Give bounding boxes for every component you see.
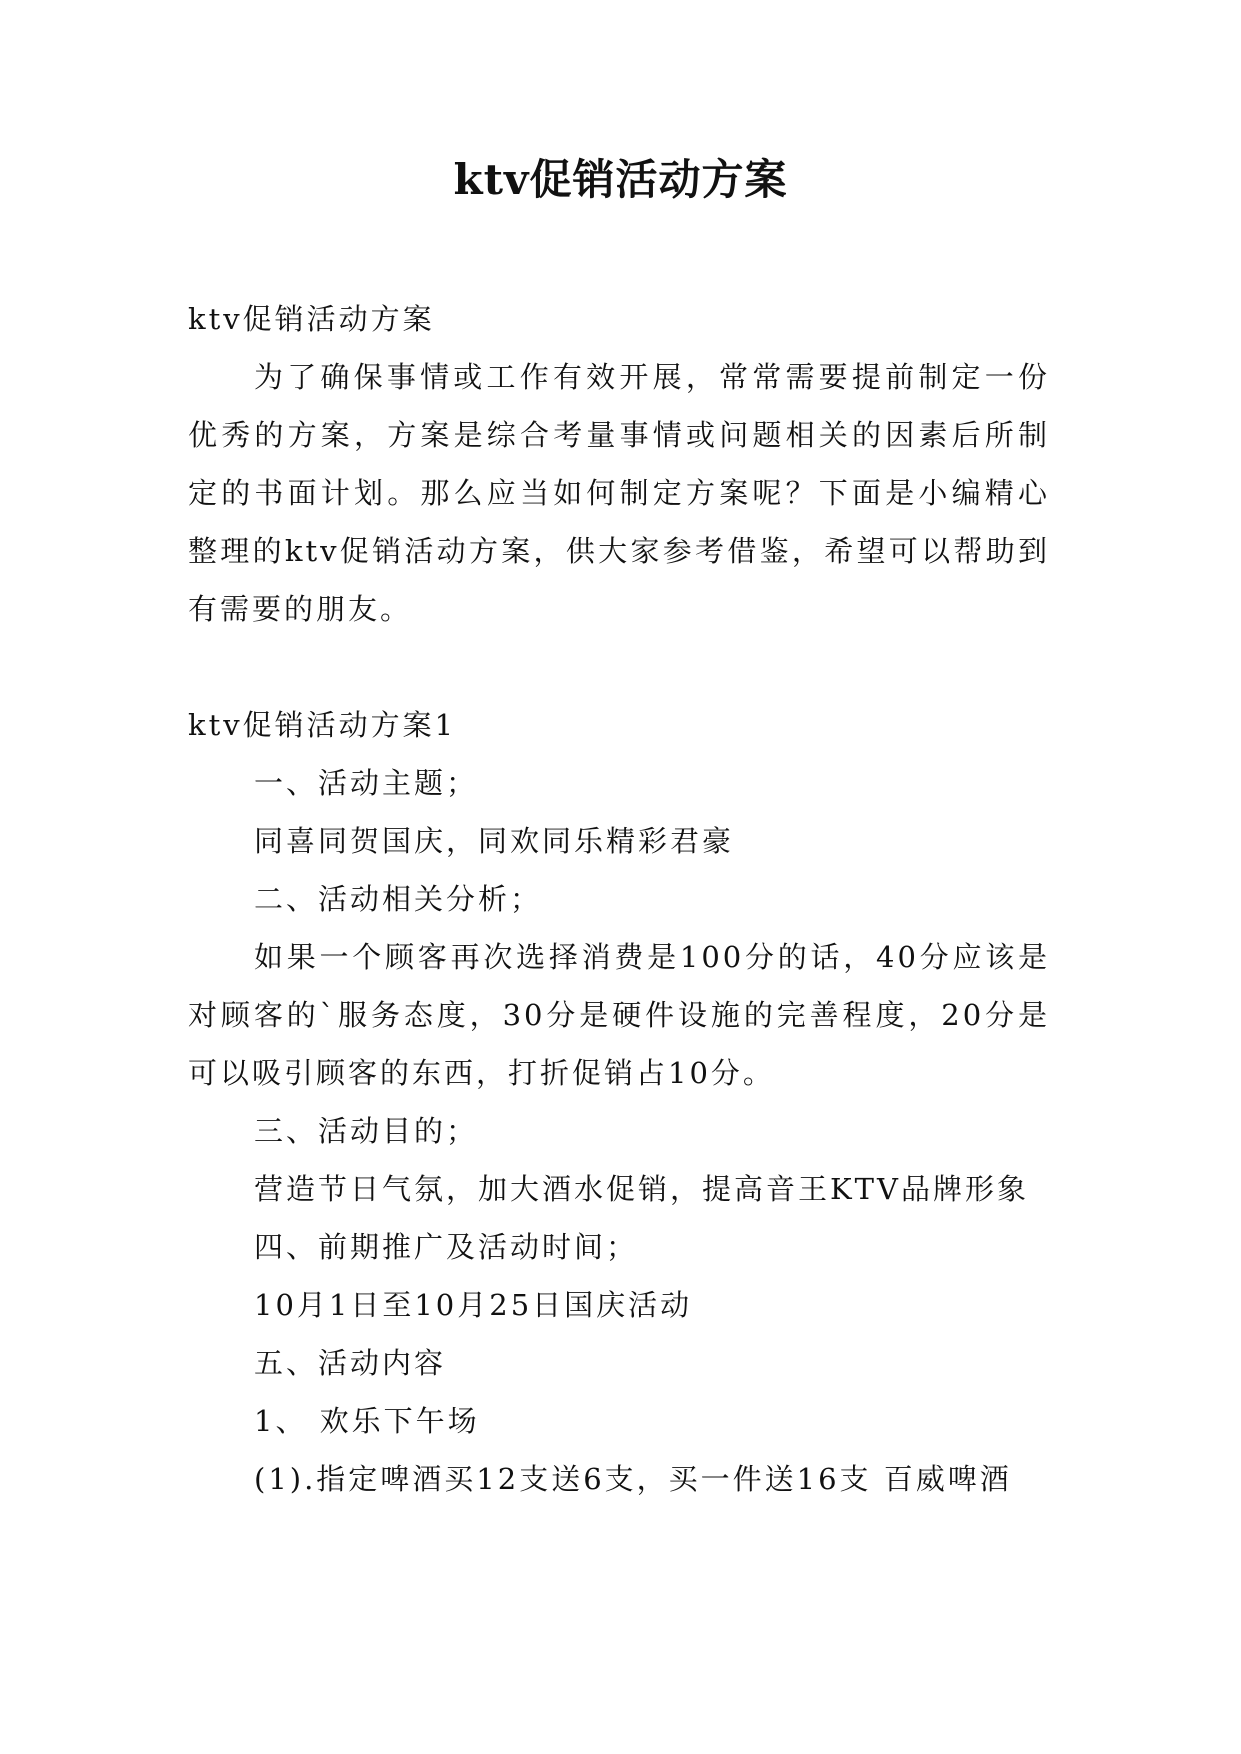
item-content-heading: 五、活动内容 xyxy=(254,1346,447,1380)
section-heading: ktv促销活动方案1 xyxy=(188,708,457,742)
beer-offer-paragraph: (1).指定啤酒买12支送6支，买一件送16支 百威啤酒 xyxy=(254,1462,1012,1496)
item-theme-heading: 一、活动主题； xyxy=(254,766,479,800)
document-body xyxy=(188,290,1050,1508)
item-purpose-text: 营造节日气氛，加大酒水促销，提高音王KTV品牌形象 xyxy=(254,1172,1029,1206)
item-promotion-text: 10月1日至10月25日国庆活动 xyxy=(254,1288,693,1322)
item-theme-text: 同喜同贺国庆，同欢同乐精彩君豪 xyxy=(254,824,735,858)
intro-paragraph: 为了确保事情或工作有效开展，常常需要提前制定一份优秀的方案，方案是综合考量事情或问题相关的因素后所制定的书面计划。那么应当如何制定方案呢？下面是小编精心整理的ktv促销活动方案，供大家参考借鉴，希望可以帮助到有需要的朋友。 xyxy=(188,360,1050,626)
analysis-paragraph: 如果一个顾客再次选择消费是100分的话，40分应该是对顾客的`服务态度，30分是硬件设施的完善程度，20分是可以吸引顾客的东西，打折促销占10分。 xyxy=(188,940,1050,1090)
item-analysis-heading: 二、活动相关分析； xyxy=(254,882,543,916)
spacer xyxy=(188,638,1050,696)
intro-heading: ktv促销活动方案 xyxy=(188,302,435,336)
item-promotion-heading: 四、前期推广及活动时间； xyxy=(254,1230,639,1264)
item-afternoon-session: 1、 欢乐下午场 xyxy=(254,1404,480,1438)
item-purpose-heading: 三、活动目的； xyxy=(254,1114,479,1148)
document-title: ktv促销活动方案 xyxy=(453,155,788,204)
